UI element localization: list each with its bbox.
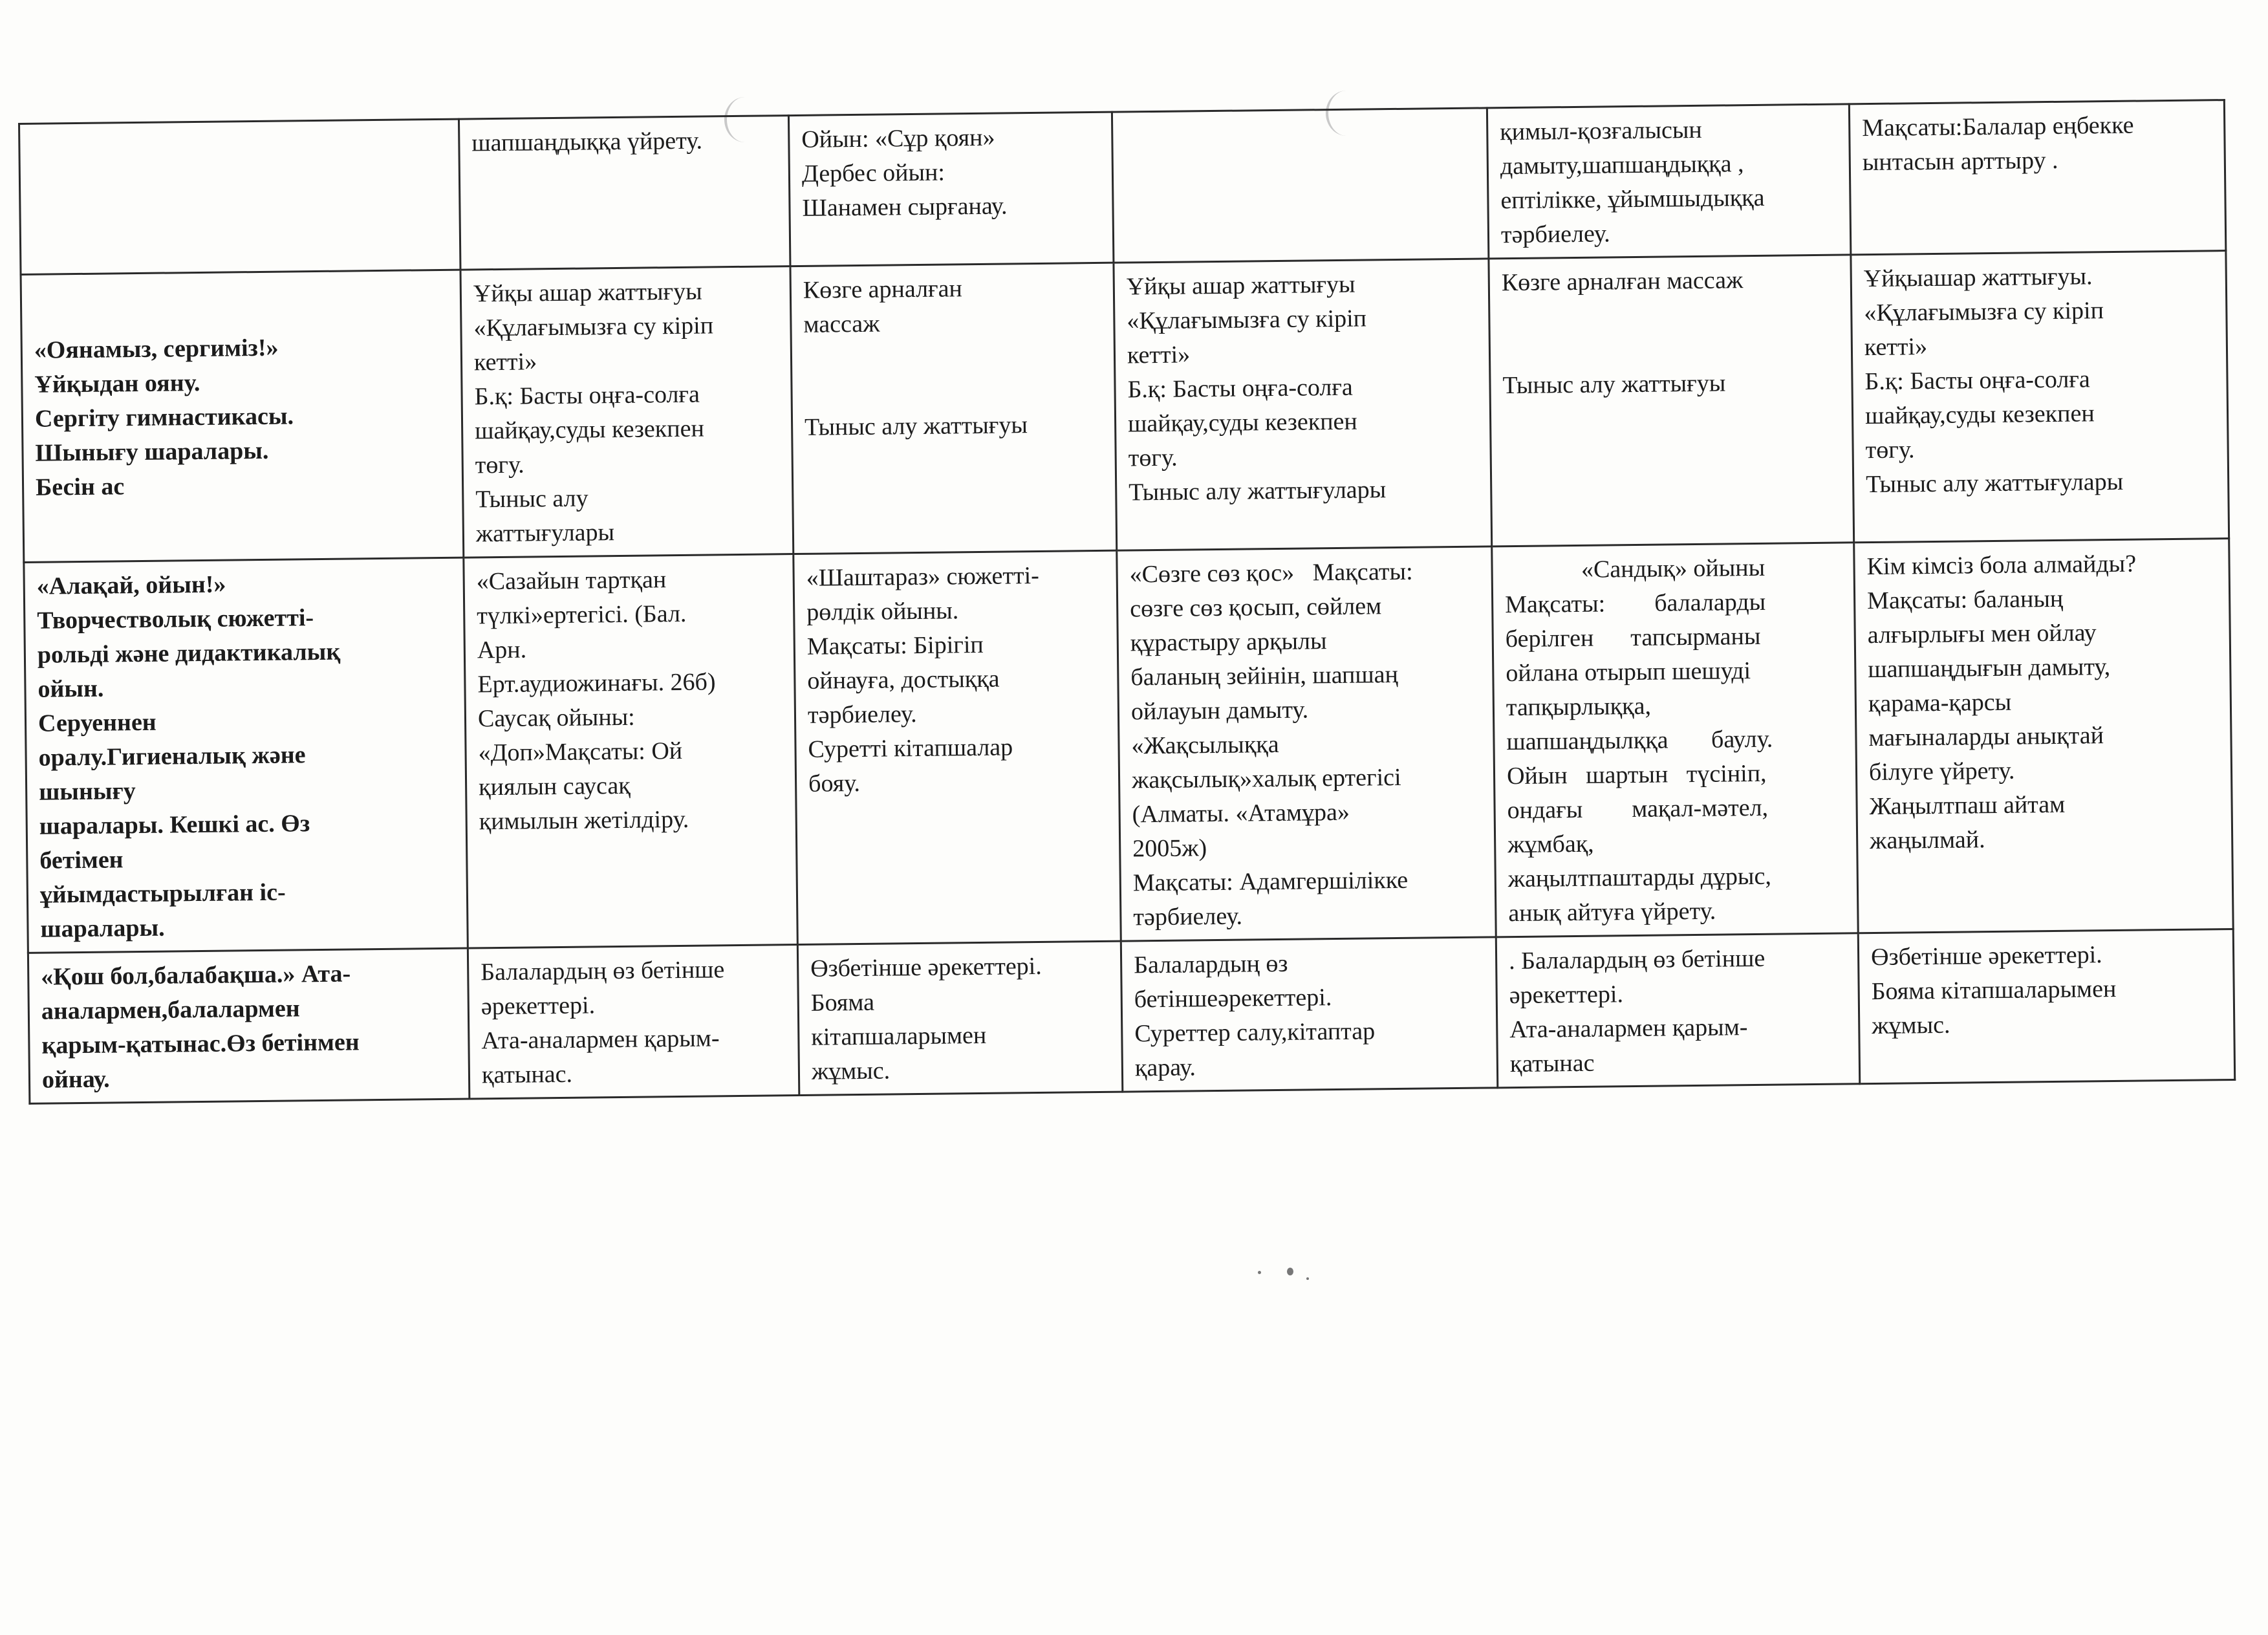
heading-line: бетімен bbox=[39, 846, 124, 874]
table-cell bbox=[1487, 104, 1850, 259]
cell-line: алғырлығы мен ойлау bbox=[1867, 619, 2097, 649]
cell-line: шапшаңдылққа баулу. bbox=[1506, 725, 1773, 756]
cell-spacer bbox=[804, 339, 1103, 411]
heading-line: Серуеннен bbox=[38, 708, 157, 737]
cell-line: Б.қ: Басты оңға-солға bbox=[1127, 373, 1354, 404]
cell-line: Суретті кітапшалар bbox=[808, 733, 1013, 763]
cell-line: массаж bbox=[803, 310, 880, 338]
cell-line: жұмыс. bbox=[1872, 1011, 1950, 1040]
cell-line: Дербес ойын: bbox=[801, 158, 945, 188]
cell-line: «Құлағымызға су кіріп bbox=[473, 312, 714, 342]
heading-line: аналармен,балалармен bbox=[41, 995, 300, 1025]
cell-line: Өзбетінше әрекеттері. bbox=[810, 952, 1042, 982]
heading-line: шынығу bbox=[38, 777, 136, 806]
cell-line: құрастыру арқылы bbox=[1130, 627, 1327, 657]
heading-line: рольді және дидактикалық bbox=[37, 638, 341, 669]
table-cell bbox=[460, 266, 794, 558]
cell-line: әрекеттері. bbox=[1509, 980, 1624, 1010]
row-heading-cell bbox=[19, 119, 460, 274]
cell-line: берілген тапсырманы bbox=[1505, 622, 1761, 653]
table-cell bbox=[1112, 108, 1488, 263]
cell-line: қимыл-қозғалысын bbox=[1500, 116, 1702, 146]
cell-line: кітапшаларымен bbox=[811, 1021, 987, 1051]
cell-line: Тыныс алу жаттығуы bbox=[804, 411, 1028, 441]
heading-line: шаралары. Кешкі ас. Өз bbox=[39, 810, 310, 840]
table-cell bbox=[1489, 255, 1854, 547]
cell-line: Бояма bbox=[810, 988, 875, 1017]
cell-line: ептілікке, ұйымшыдыққа bbox=[1500, 184, 1765, 215]
cell-line: ойнауға, достыққа bbox=[807, 665, 1000, 695]
heading-line: ұйымдастырылған іс- bbox=[39, 878, 286, 909]
cell-line: қарау. bbox=[1134, 1054, 1196, 1082]
cell-line: Ерт.аудиожинағы. 26б) bbox=[477, 668, 716, 698]
cell-line: Мақсаты: баланың bbox=[1866, 585, 2064, 615]
cell-line: жаңылтпаштарды дұрыс, bbox=[1507, 862, 1772, 893]
cell-line: қатынас bbox=[1509, 1049, 1595, 1078]
cell-line: Тыныс алу жаттығулары bbox=[1865, 468, 2124, 499]
cell-line: түлкі»ертегісі. (Бал. bbox=[477, 600, 687, 630]
cell-line: қимылын жетілдіру. bbox=[479, 805, 689, 836]
cell-line: баланың зейінін, шапшаң bbox=[1130, 660, 1399, 691]
cell-line: Мақсаты: балаларды bbox=[1504, 588, 1766, 619]
table-cell bbox=[1117, 547, 1496, 941]
cell-line: қатынас. bbox=[481, 1060, 573, 1089]
cell-line: «Сандық» ойыны bbox=[1581, 554, 1766, 583]
heading-line: ойнау. bbox=[41, 1065, 110, 1094]
cell-line: Балалардың өз bbox=[1133, 949, 1288, 979]
cell-line: бетіншеәрекеттері. bbox=[1134, 984, 1332, 1013]
cell-line: тапқырлыққа, bbox=[1506, 692, 1652, 722]
cell-line: «Сазайын тартқан bbox=[476, 566, 667, 596]
table-row bbox=[24, 539, 2233, 953]
scan-speck bbox=[1287, 1268, 1293, 1275]
table-cell bbox=[794, 550, 1121, 944]
cell-line: шапшаңдыққа үйрету. bbox=[471, 127, 703, 157]
cell-line: ынтасын арттыру . bbox=[1862, 146, 2058, 177]
cell-line: сөзге сөз қосып, сөйлем bbox=[1130, 592, 1382, 623]
heading-line: Шынығу шаралары. bbox=[35, 437, 269, 467]
cell-line: Ата-аналармен қарым- bbox=[1509, 1013, 1748, 1044]
row-heading-cell bbox=[21, 270, 464, 562]
cell-line: Арн. bbox=[477, 636, 527, 664]
cell-line: Ата-аналармен қарым- bbox=[481, 1024, 720, 1055]
heading-line: «Қош бол,балабақша.» Ата- bbox=[41, 960, 351, 991]
cell-line: Ұйқы ашар жаттығуы bbox=[1126, 270, 1355, 301]
cell-line: 2005ж) bbox=[1132, 834, 1207, 863]
cell-line: Өзбетінше әрекеттері. bbox=[1870, 941, 2102, 971]
cell-line: Мақсаты: Бірігіп bbox=[806, 631, 984, 660]
table-cell bbox=[797, 941, 1122, 1095]
table-row bbox=[21, 251, 2229, 563]
cell-line: жақсылық»халық ертегісі bbox=[1131, 763, 1401, 794]
table-cell bbox=[790, 263, 1117, 554]
cell-line: Ұйқыашар жаттығуы. bbox=[1863, 263, 2093, 293]
table-cell bbox=[1492, 543, 1859, 937]
cell-line: ойлауын дамыту. bbox=[1130, 696, 1309, 726]
cell-line: төгу. bbox=[475, 451, 524, 479]
cell-line: Мақсаты:Балалар еңбекке bbox=[1862, 111, 2134, 142]
cell-line: Ойын шартын түсініп, bbox=[1506, 759, 1767, 790]
table-cell bbox=[1858, 929, 2234, 1084]
table-cell bbox=[1849, 100, 2225, 255]
cell-line: Ойын: «Сұр қоян» bbox=[801, 124, 995, 153]
cell-line: жұмбақ, bbox=[1507, 830, 1594, 859]
cell-line: шайқау,суды кезекпен bbox=[1127, 407, 1357, 438]
cell-line: төгу. bbox=[1128, 444, 1178, 472]
cell-line: тәрбиелеу. bbox=[1133, 902, 1243, 931]
cell-line: Кім кімсіз бола алмайды? bbox=[1866, 550, 2137, 581]
scan-speck bbox=[1258, 1271, 1261, 1274]
cell-line: Тыныс алу жаттығулары bbox=[1129, 476, 1387, 506]
cell-line: білуге үйрету. bbox=[1868, 757, 2015, 786]
row-heading-cell bbox=[28, 948, 469, 1103]
cell-line: Балалардың өз бетінше bbox=[481, 956, 725, 986]
cell-line: Көзге арналған bbox=[803, 275, 963, 304]
cell-line: шайқау,суды кезекпен bbox=[474, 415, 705, 445]
table-row bbox=[19, 100, 2226, 275]
cell-line: «Доп»Мақсаты: Ой bbox=[478, 737, 683, 767]
cell-line: кетті» bbox=[1127, 341, 1191, 369]
heading-line: Сергіту гимнастикасы. bbox=[34, 402, 294, 433]
cell-line: дамыту,шапшаңдыққа , bbox=[1500, 150, 1744, 180]
cell-line: жұмыс. bbox=[811, 1057, 891, 1085]
cell-line: рөлдік ойыны. bbox=[806, 597, 959, 626]
heading-line: Ұйқыдан ояну. bbox=[34, 369, 200, 398]
table-row bbox=[28, 929, 2234, 1104]
heading-line: «Оянамыз, сергиміз!» bbox=[34, 334, 279, 364]
cell-line: Тыныс алу bbox=[475, 484, 589, 514]
schedule-sheet bbox=[18, 99, 2234, 1105]
cell-line: жаттығулары bbox=[475, 519, 615, 548]
cell-line: кетті» bbox=[1864, 333, 1928, 362]
cell-line: Көзге арналған массаж bbox=[1501, 266, 1744, 297]
cell-line: «Жақсылыққа bbox=[1131, 730, 1279, 760]
cell-line: (Алматы. «Атамұра» bbox=[1132, 798, 1350, 828]
table-cell bbox=[1114, 259, 1492, 550]
cell-line: ойлана отырып шешуді bbox=[1506, 657, 1751, 688]
cell-line: мағыналарды анықтай bbox=[1868, 722, 2104, 752]
table-cell bbox=[1854, 539, 2234, 933]
cell-line: Суреттер салу,кітаптар bbox=[1134, 1017, 1376, 1048]
heading-line: Творчестволық сюжетті- bbox=[37, 604, 314, 634]
scan-speck bbox=[1306, 1277, 1309, 1280]
table-cell bbox=[468, 945, 799, 1099]
cell-line: анық айтуға үйрету. bbox=[1508, 897, 1716, 927]
cell-line: шайқау,суды кезекпен bbox=[1864, 400, 2095, 430]
cell-line: әрекеттері. bbox=[481, 991, 596, 1021]
row-heading-cell bbox=[24, 558, 468, 953]
cell-line: «Шаштараз» сюжетті- bbox=[806, 561, 1040, 592]
table-cell bbox=[464, 554, 798, 948]
table-cell bbox=[1496, 933, 1859, 1088]
cell-spacer bbox=[1502, 297, 1839, 369]
table-cell bbox=[1851, 251, 2229, 543]
cell-line: . Балалардың өз бетінше bbox=[1508, 944, 1766, 975]
cell-line: бояу. bbox=[808, 769, 861, 797]
cell-line: Тыныс алу жаттығуы bbox=[1502, 369, 1726, 400]
cell-line: Б.қ: Басты оңға-солға bbox=[474, 380, 700, 411]
table-cell bbox=[1121, 937, 1497, 1092]
cell-line: «Құлағымызға су кіріп bbox=[1127, 305, 1367, 335]
heading-line: Бесін ас bbox=[35, 472, 125, 501]
table-cell bbox=[459, 116, 790, 270]
cell-line: ондағы мақал-мәтел, bbox=[1507, 794, 1769, 825]
cell-line: Б.қ: Басты оңға-солға bbox=[1864, 365, 2090, 396]
cell-line: қарама-қарсы bbox=[1868, 688, 2012, 718]
heading-line: шаралары. bbox=[40, 914, 165, 943]
cell-line: төгу. bbox=[1865, 436, 1915, 464]
cell-line: жаңылмай. bbox=[1869, 826, 1985, 855]
cell-line: Саусақ ойыны: bbox=[477, 703, 635, 733]
heading-line: ойын. bbox=[38, 675, 104, 703]
heading-line: «Алақай, ойын!» bbox=[36, 570, 226, 600]
cell-line: «Сөзге сөз қос» Мақсаты: bbox=[1129, 558, 1413, 589]
cell-line: қиялын саусақ bbox=[478, 772, 631, 801]
cell-line: Бояма кітапшаларымен bbox=[1871, 975, 2117, 1006]
heading-line: оралу.Гигиеналық және bbox=[38, 741, 306, 772]
cell-line: Жаңылтпаш айтам bbox=[1869, 790, 2066, 821]
heading-line: қарым-қатынас.Өз бетінмен bbox=[41, 1028, 360, 1059]
cell-line: Шанамен сырғанау. bbox=[802, 192, 1008, 222]
cell-line: кетті» bbox=[473, 348, 537, 376]
table-cell bbox=[788, 112, 1113, 266]
cell-line: «Құлағымызға су кіріп bbox=[1864, 297, 2104, 327]
cell-line: Мақсаты: Адамгершілікке bbox=[1132, 866, 1409, 897]
cell-line: тәрбиелеу. bbox=[807, 700, 917, 729]
cell-line: шапшаңдығын дамыту, bbox=[1868, 653, 2111, 684]
cell-line: тәрбиелеу. bbox=[1500, 220, 1610, 249]
cell-line: Ұйқы ашар жаттығуы bbox=[473, 277, 702, 308]
daily-plan-table bbox=[18, 99, 2236, 1105]
